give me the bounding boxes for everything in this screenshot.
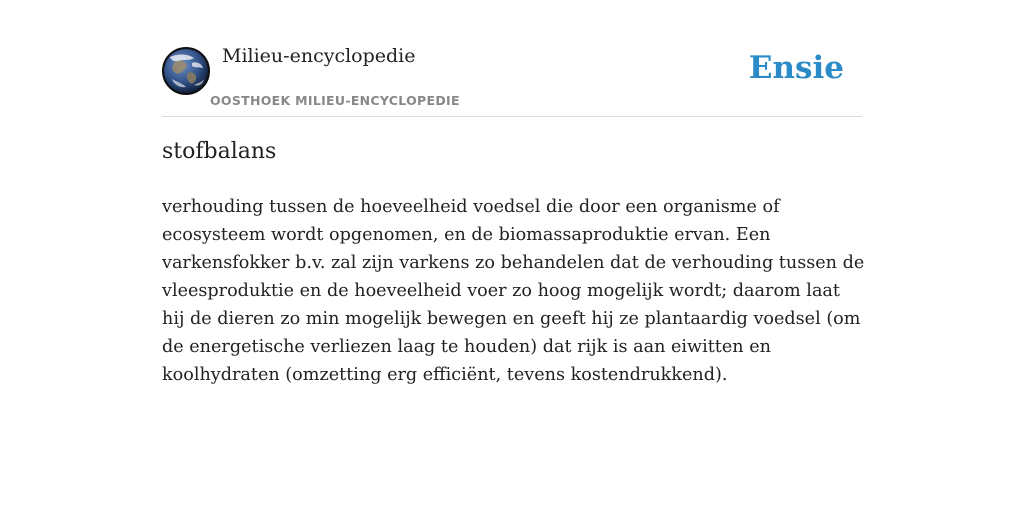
site-name[interactable]: Milieu-encyclopedie <box>222 45 416 67</box>
entry-definition: verhouding tussen de hoeveelheid voedsel die door een organisme of ecosysteem wordt opgenomen, en de biomassaproduktie ervan. Een varkensfokker b.v. zal zijn varkens zo behandelen dat de verhouding tussen de vleesproduktie en de hoeveelheid voer zo hoog mogelijk wordt; daarom laat hij de dieren zo min mogelijk bewegen en geeft hij ze plantaardig voedsel (om de energetische verliezen laag te houden) dat rijk is aan eiwitten en koolhydraten (omzetting erg efficiënt, tevens kostendrukkend). <box>162 197 865 385</box>
site-header <box>162 40 862 117</box>
entry-title: stofbalans <box>162 139 277 164</box>
site-subtitle: OOSTHOEK MILIEU-ENCYCLOPEDIE <box>210 93 460 108</box>
earth-globe-icon[interactable] <box>162 47 210 95</box>
brand-logo-link[interactable]: Ensie <box>748 50 844 86</box>
